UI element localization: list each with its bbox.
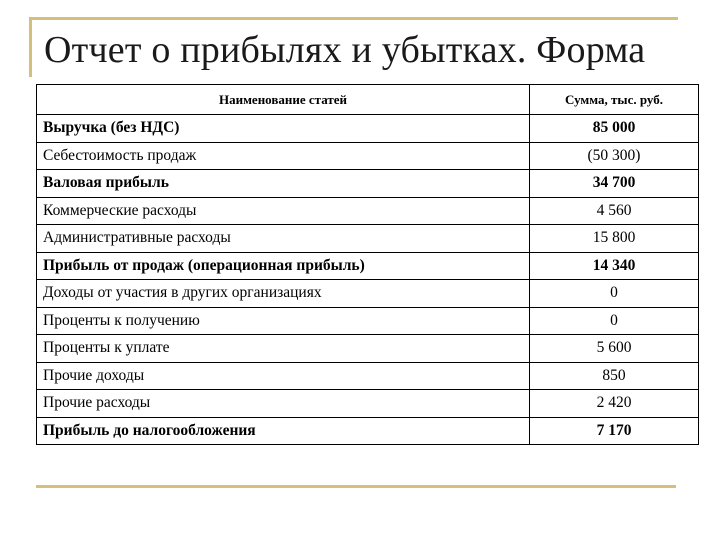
table-row xyxy=(37,417,699,445)
row-item-name: Коммерческие расходы xyxy=(37,197,530,225)
row-item-amount: 14 340 xyxy=(530,252,699,280)
table-row xyxy=(37,197,699,225)
table-row xyxy=(37,390,699,418)
row-item-name: Доходы от участия в других организациях xyxy=(37,280,530,308)
row-item-name: Прочие доходы xyxy=(37,362,530,390)
row-item-name: Валовая прибыль xyxy=(37,170,530,198)
row-item-amount: 2 420 xyxy=(530,390,699,418)
table-row xyxy=(37,280,699,308)
row-item-name: Проценты к уплате xyxy=(37,335,530,363)
income-statement-table xyxy=(36,84,699,445)
row-item-amount: 0 xyxy=(530,307,699,335)
row-item-amount: 4 560 xyxy=(530,197,699,225)
column-header-amount: Сумма, тыс. руб. xyxy=(530,85,699,115)
decorative-left-rule xyxy=(29,17,32,77)
row-item-amount: 850 xyxy=(530,362,699,390)
row-item-amount: 34 700 xyxy=(530,170,699,198)
decorative-top-rule xyxy=(32,17,678,20)
table-header-row xyxy=(37,85,699,115)
table-row xyxy=(37,142,699,170)
row-item-amount: 15 800 xyxy=(530,225,699,253)
page-title: Отчет о прибылях и убытках. Форма xyxy=(44,29,646,71)
row-item-name: Прочие расходы xyxy=(37,390,530,418)
table-row xyxy=(37,170,699,198)
table-row xyxy=(37,307,699,335)
row-item-amount: 85 000 xyxy=(530,115,699,143)
row-item-name: Административные расходы xyxy=(37,225,530,253)
row-item-name: Себестоимость продаж xyxy=(37,142,530,170)
table-row xyxy=(37,225,699,253)
row-item-amount: 5 600 xyxy=(530,335,699,363)
row-item-amount: 0 xyxy=(530,280,699,308)
column-header-item: Наименование статей xyxy=(37,85,530,115)
row-item-name: Проценты к получению xyxy=(37,307,530,335)
row-item-amount: (50 300) xyxy=(530,142,699,170)
table-row xyxy=(37,362,699,390)
table-row xyxy=(37,115,699,143)
table-row xyxy=(37,252,699,280)
row-item-name: Прибыль до налогообложения xyxy=(37,417,530,445)
row-item-name: Прибыль от продаж (операционная прибыль) xyxy=(37,252,530,280)
table-row xyxy=(37,335,699,363)
row-item-amount: 7 170 xyxy=(530,417,699,445)
row-item-name: Выручка (без НДС) xyxy=(37,115,530,143)
decorative-bottom-rule xyxy=(36,485,676,488)
